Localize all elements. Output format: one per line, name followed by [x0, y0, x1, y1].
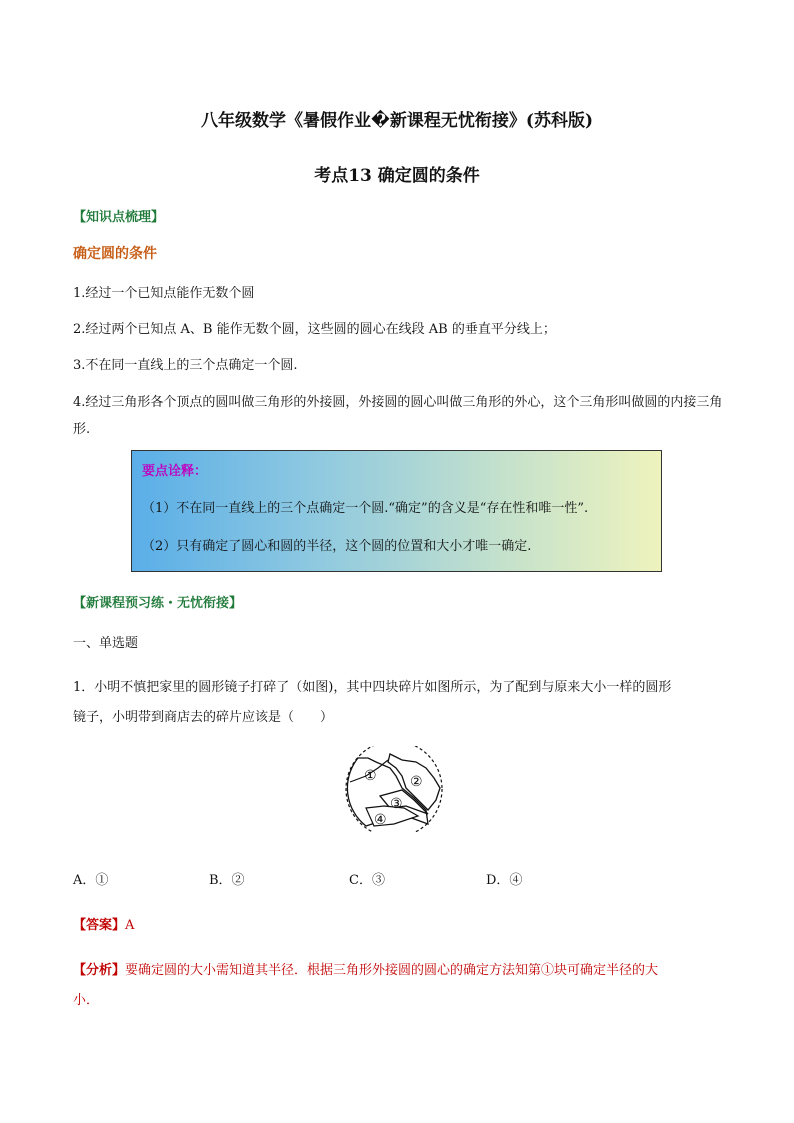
figure-label-1: ① — [364, 768, 377, 784]
broken-mirror-figure — [344, 746, 448, 832]
practice-section-label: 【新课程预习练・无忧衔接】 — [73, 596, 243, 611]
knowledge-point-4: 4.经过三角形各个顶点的圆叫做三角形的外接圆，外接圆的圆心叫做三角形的外心，这个三角形叫做圆的内接三角形. — [73, 395, 723, 437]
question-1-line-1: 1．小明不慎把家里的圆形镜子打碎了（如图)，其中四块碎片如图所示，为了配到与原来大小一样的圆形 — [73, 680, 672, 695]
figure-label-4: ④ — [374, 812, 387, 828]
callout-heading: 要点诠释： — [142, 464, 208, 479]
option-c[interactable]: C．③ — [349, 873, 385, 888]
analysis-text-b: 块可确定半径的大 — [554, 963, 659, 978]
analysis-text-a: 要确定圆的大小需知道其半径．根据三角形外接圆的圆心的确定方法知第 — [125, 963, 542, 978]
answer-row — [73, 914, 134, 933]
question-1-line-2: 镜子，小明带到商店去的碎片应该是（ ） — [73, 710, 334, 725]
analysis-line-1 — [73, 959, 658, 978]
callout-line-1: （1）不在同一直线上的三个点确定一个圆.“确定”的含义是“存在性和唯一性”. — [142, 501, 589, 516]
part-title: 一、单选题 — [73, 636, 139, 651]
option-b[interactable]: B．② — [209, 873, 245, 888]
option-d[interactable]: D．④ — [486, 873, 523, 888]
sub-title: 考点13 确定圆的条件 — [314, 166, 480, 186]
analysis-circled-number: ① — [541, 963, 555, 978]
analysis-label: 【分析】 — [73, 963, 126, 978]
analysis-line-2: 小． — [73, 993, 100, 1008]
knowledge-point-1: 1.经过一个已知点能作无数个圆 — [73, 286, 255, 301]
knowledge-point-3: 3.不在同一直线上的三个点确定一个圆. — [73, 358, 298, 373]
knowledge-point-2: 2.经过两个已知点 A、B 能作无数个圆，这些圆的圆心在线段 AB 的垂直平分线上； — [73, 322, 556, 337]
key-points-callout — [131, 450, 662, 572]
callout-line-2: （2）只有确定了圆心和圆的半径，这个圆的位置和大小才唯一确定. — [142, 539, 532, 554]
figure-label-3: ③ — [390, 796, 403, 812]
main-title: 八年级数学《暑假作业�新课程无忧衔接》(苏科版) — [200, 111, 593, 131]
answer-label: 【答案】 — [73, 918, 126, 933]
answer-value: A — [125, 918, 135, 933]
option-a[interactable]: A．① — [73, 873, 109, 888]
knowledge-section-label: 【知识点梳理】 — [73, 210, 165, 225]
topic-heading: 确定圆的条件 — [73, 246, 157, 262]
figure-label-2: ② — [410, 774, 423, 790]
